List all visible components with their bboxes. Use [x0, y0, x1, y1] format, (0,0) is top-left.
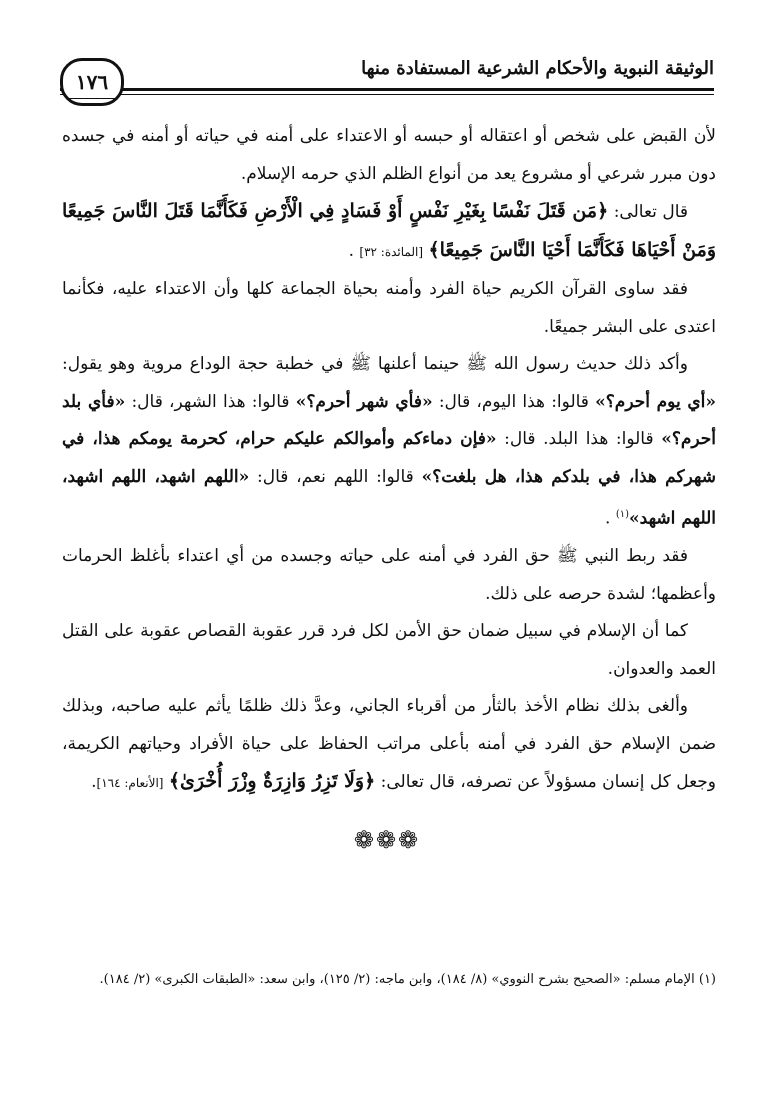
- paragraph-6: كما أن الإسلام في سبيل ضمان حق الأمن لكل فرد قرر عقوبة القصاص عقوبة على القتل العمد والعدوان.: [62, 621, 716, 679]
- verse-reference: [الأنعام: ١٦٤]: [96, 776, 164, 791]
- hadith-quote: «فأي شهر أحرم؟»: [295, 391, 433, 412]
- quran-intro: قال تعالى:: [613, 202, 688, 222]
- footnote: [62, 966, 716, 994]
- paragraph-5: فقد ربط النبي ﷺ حق الفرد في أمنه على حياته وجسده من أي اعتداء بأغلظ الحرمات وأعظمها؛ لشدة حرصه على ذلك.: [62, 546, 716, 604]
- hadith-quote: «فإن دماءكم وأموالكم عليكم حرام، كحرمة يومكم هذا، في شهركم هذا، في بلدكم هذا، هل بلغت؟»: [62, 429, 716, 487]
- paragraph-1: لأن القبض على شخص أو اعتقاله أو حبسه أو الاعتداء على أمنه في حياته أو أمنه في جسده دون مبرر شرعي أو مشروع يعد من أنواع الظلم الذي حرمه الإسلام.: [62, 126, 716, 184]
- paragraph-2: [62, 193, 716, 271]
- text-segment: قالوا: هذا اليوم، قال:: [438, 391, 589, 412]
- text-segment: قالوا: اللهم نعم، قال:: [257, 466, 414, 487]
- page-number: ١٧٦: [60, 58, 124, 106]
- sentence-end: .: [605, 508, 611, 529]
- quran-verse: ﴿مَن قَتَلَ نَفْسًا بِغَيْرِ نَفْسٍ أَوْ فَسَادٍ فِي الْأَرْضِ فَكَأَنَّمَا قَتَلَ النَّاسَ جَمِيعًا وَمَنْ أَحْيَاهَا فَكَأَنَّمَا أَحْيَا النَّاسَ جَمِيعًا﴾: [62, 200, 716, 261]
- main-text: [62, 118, 716, 803]
- hadith-quote: «أي يوم أحرم؟»: [595, 391, 717, 412]
- footnote-line: (١) الإمام مسلم: «الصحيح بشرح النووي» (٨/ ١٨٤)، وابن ماجه: (٢/ ١٢٥)، وابن سعد: «الطبقات الكبرى» (٢/ ١٨٤).: [99, 972, 716, 987]
- paragraph-4: [62, 346, 716, 538]
- text-segment: قالوا: هذا البلد. قال:: [504, 429, 654, 449]
- sentence-end: .: [348, 240, 354, 261]
- text-segment: قالوا: هذا الشهر، قال:: [131, 391, 290, 412]
- hadith-quote: «اللهم اشهد، اللهم اشهد، اللهم اشهد»: [62, 466, 716, 529]
- quran-verse: ﴿وَلَا تَزِرُ وَازِرَةٌ وِزْرَ أُخْرَىٰ﴾: [168, 770, 376, 793]
- text-segment: وألغى بذلك نظام الأخذ بالثأر من أقرباء الجاني، وعدَّ ذلك ظلمًا يأثم عليه صاحبه، وبذلك ضمن الإسلام حق الفرد في أمنه بأعلى مراتب الحفاظ على حياة الأفراد وحياتهم الكريمة، وجعل كل إنسان مسؤولاً عن تصرفه، قال تعالى:: [62, 696, 716, 793]
- paragraph-3: فقد ساوى القرآن الكريم حياة الفرد وأمنه بحياة الجماعة كلها وأن الاعتداء عليه، فكأنما اعتدى على البشر جميعًا.: [62, 279, 716, 337]
- hadith-quote: «فأي بلد أحرم؟»: [62, 391, 717, 449]
- header-rule: [60, 88, 714, 91]
- page-header: [60, 44, 714, 104]
- header-rule-thin: [60, 94, 714, 95]
- verse-reference: [المائدة: ٣٢]: [359, 244, 424, 259]
- section-ornament-icon: ❁❁❁: [353, 826, 421, 854]
- paragraph-7: [62, 688, 716, 803]
- footnote-marker[interactable]: (١): [615, 509, 630, 520]
- sentence-end: .: [91, 772, 97, 793]
- text-segment: وأكد ذلك حديث رسول الله ﷺ حينما أعلنها ﷺ في خطبة حجة الوداع مروية وهو يقول:: [62, 354, 688, 374]
- running-title: الوثيقة النبوية والأحكام الشرعية المستفادة منها: [361, 58, 714, 79]
